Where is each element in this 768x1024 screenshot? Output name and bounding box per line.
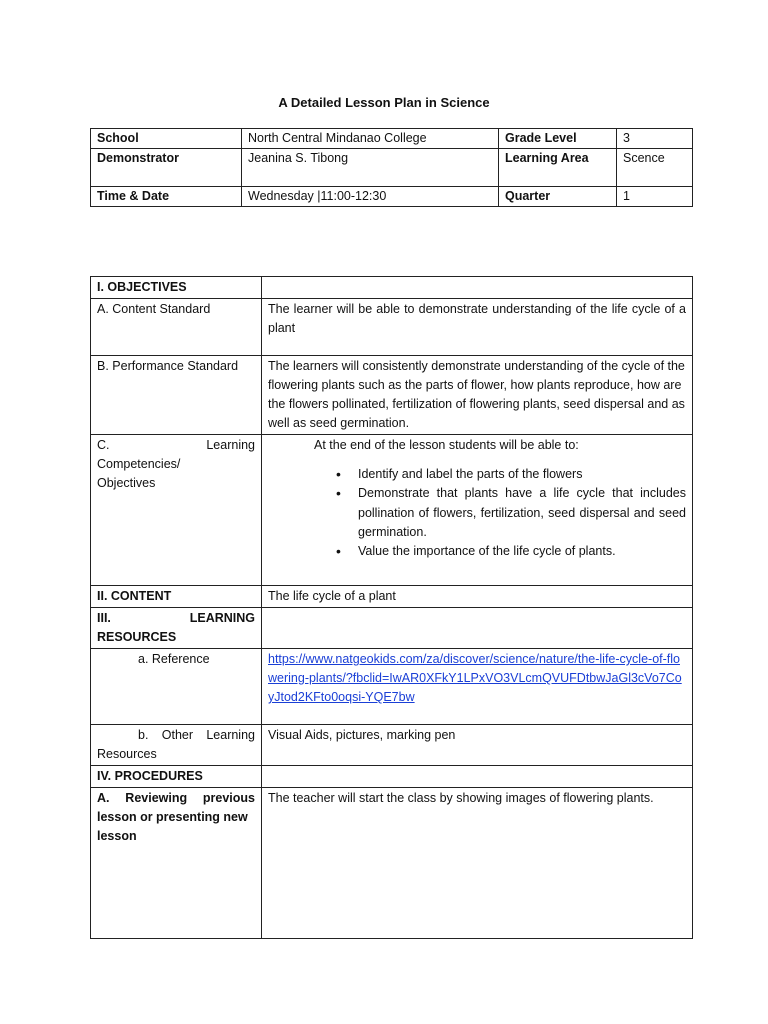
content-header: II. CONTENT (91, 586, 262, 608)
objectives-header-empty (262, 277, 693, 299)
competency-item: • Value the importance of the life cycle of plants. (358, 542, 686, 561)
performance-standard-value: The learners will consistently demonstrate understanding of the cycle of the flowering plants such as the parts of flower, how plants reproduce, how are the flowers pollinated, fertilization of flowering plants, seed dispersal and as well as seed germination. (262, 356, 693, 435)
quarter-value: 1 (617, 187, 693, 207)
competencies-value (262, 435, 693, 586)
content-standard-label: A. Content Standard (91, 299, 262, 356)
learning-resources-line2: RESOURCES (97, 630, 177, 644)
learning-resources-header (91, 608, 262, 649)
reviewing-value: The teacher will start the class by showing images of flowering plants. (262, 788, 693, 939)
reviewing-label (91, 788, 262, 939)
reviewing-label-line2: lesson or presenting new (97, 810, 248, 824)
other-resources-value: Visual Aids, pictures, marking pen (262, 725, 693, 766)
time-date-label: Time & Date (91, 187, 242, 207)
school-label: School (91, 129, 242, 149)
other-resources-label (91, 725, 262, 766)
competencies-label-line1: C. Learning (97, 438, 255, 452)
reviewing-label-line1: A. Reviewing previous (97, 791, 255, 805)
other-resources-label-line2: Resources (97, 747, 157, 761)
lesson-plan-table (90, 276, 693, 939)
learning-resources-line1: III. LEARNING (97, 611, 255, 625)
page-title: A Detailed Lesson Plan in Science (278, 95, 490, 110)
time-date-value: Wednesday |11:00-12:30 (242, 187, 499, 207)
grade-level-label: Grade Level (499, 129, 617, 149)
performance-standard-label: B. Performance Standard (91, 356, 262, 435)
competencies-label-line3: Objectives (97, 476, 156, 490)
competencies-intro: At the end of the lesson students will be able to: (314, 438, 579, 452)
objectives-header: I. OBJECTIVES (91, 277, 262, 299)
learning-area-value: Scence (617, 149, 693, 187)
procedures-header-empty (262, 766, 693, 788)
content-value: The life cycle of a plant (262, 586, 693, 608)
quarter-label: Quarter (499, 187, 617, 207)
demonstrator-label: Demonstrator (91, 149, 242, 187)
reference-link[interactable]: https://www.natgeokids.com/za/discover/science/nature/the-life-cycle-of-flowering-plants/?fbclid=IwAR0XFkY1LPxVO3VLcmQVUFDtbwJaGl3cVo7CoyJtod2KFto0oqsi-YQE7bw (268, 652, 682, 704)
reference-label-text: a. Reference (138, 652, 210, 666)
competencies-label (91, 435, 262, 586)
procedures-header: IV. PROCEDURES (91, 766, 262, 788)
demonstrator-value: Jeanina S. Tibong (242, 149, 499, 187)
competency-item: • Demonstrate that plants have a life cycle that includes pollination of flowers, fertilization, seed dispersal and seed germination. (358, 484, 686, 542)
other-resources-label-line1: b. Other Learning (138, 728, 255, 742)
learning-resources-empty (262, 608, 693, 649)
learning-area-label: Learning Area (499, 149, 617, 187)
content-standard-value: The learner will be able to demonstrate understanding of the life cycle of a plant (262, 299, 693, 356)
reference-label (91, 649, 262, 725)
competencies-list (268, 465, 686, 561)
header-info-table (90, 128, 693, 207)
reviewing-label-line3: lesson (97, 829, 137, 843)
school-value: North Central Mindanao College (242, 129, 499, 149)
competency-item: • Identify and label the parts of the flowers (358, 465, 686, 484)
reference-value (262, 649, 693, 725)
grade-level-value: 3 (617, 129, 693, 149)
competencies-label-line2: Competencies/ (97, 457, 181, 471)
